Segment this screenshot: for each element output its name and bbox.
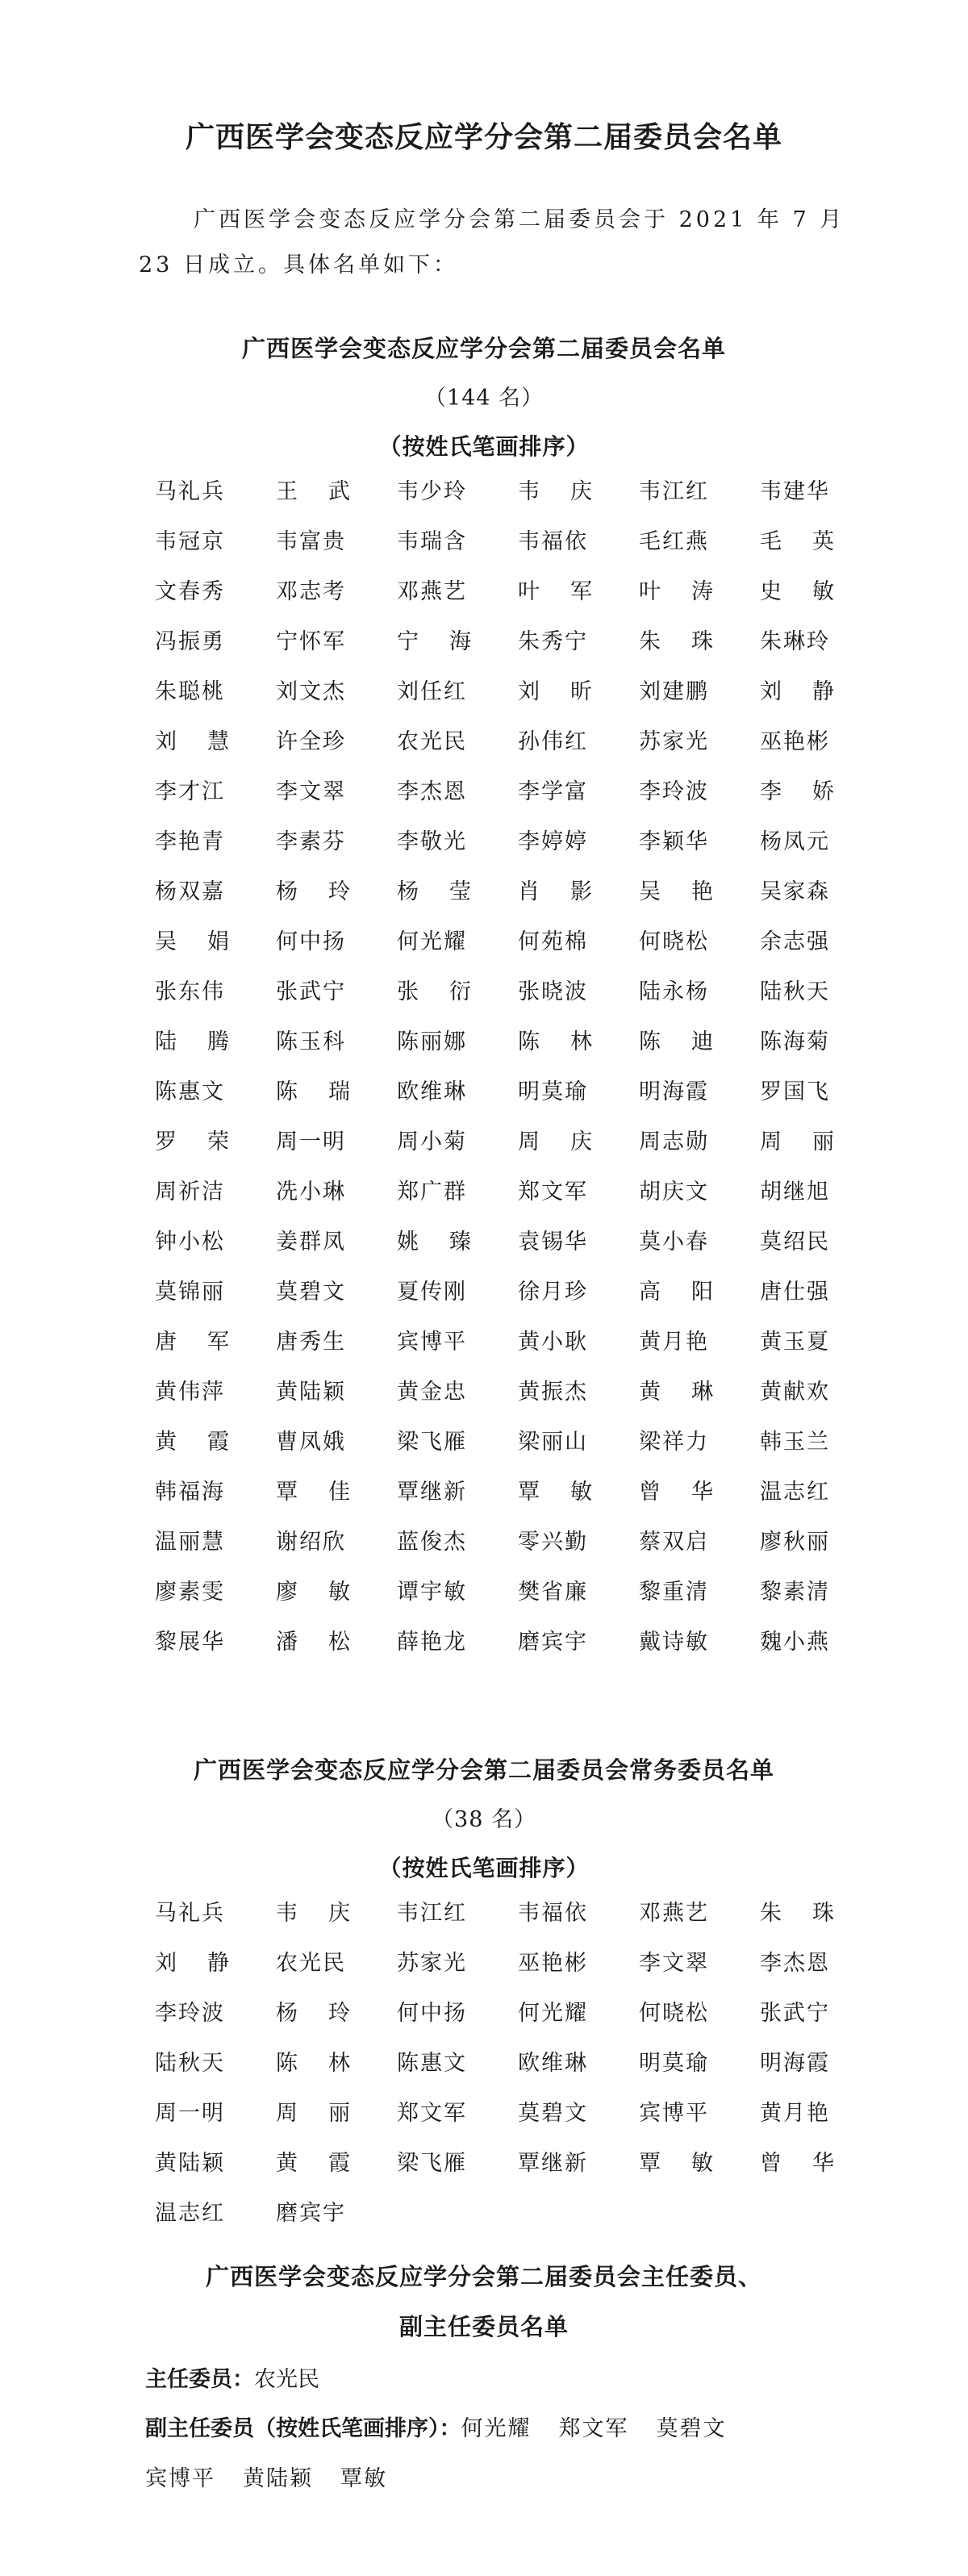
name-cell: 韦瑞含 — [397, 529, 467, 554]
name-cell: 何苑棉 — [518, 929, 588, 954]
name-cell: 郑广群 — [397, 1179, 467, 1204]
name-cell: 黄霞 — [276, 2151, 381, 2176]
name-cell: 周一明 — [155, 2101, 225, 2126]
name-cell: 黎展华 — [155, 1630, 225, 1655]
name-cell: 莫绍民 — [760, 1230, 830, 1255]
name-cell: 谭宇敏 — [397, 1580, 467, 1605]
name-cell: 陈林 — [518, 1029, 623, 1054]
name-cell: 黄琳 — [639, 1380, 744, 1405]
name-cell: 李杰恩 — [760, 1951, 830, 1976]
name-cell: 杨玲 — [276, 2001, 381, 2026]
name-cell: 黄陆颖 — [155, 2151, 225, 2176]
name-cell: 陈丽娜 — [397, 1029, 467, 1054]
name-cell: 巫艳彬 — [518, 1951, 588, 1976]
name-cell: 夏传刚 — [397, 1280, 467, 1305]
name-cell: 周丽 — [760, 1129, 865, 1154]
name-cell: 余志强 — [760, 929, 830, 954]
name-cell: 农光民 — [397, 729, 467, 754]
chair-line — [145, 2361, 319, 2393]
standing-order-note: （按姓氏笔画排序） — [378, 1855, 590, 1881]
name-cell: 陈海菊 — [760, 1029, 830, 1054]
name-cell: 戴诗敏 — [639, 1630, 709, 1655]
standing-count: （38 名） — [432, 1807, 536, 1832]
name-cell: 周庆 — [518, 1129, 623, 1154]
name-cell: 刘静 — [155, 1951, 260, 1976]
chair-label: 主任委员： — [145, 2367, 254, 2392]
name-cell: 莫小春 — [639, 1230, 709, 1255]
vice-chair-name: 宾博平 — [145, 2466, 215, 2491]
name-cell: 温志红 — [760, 1480, 830, 1505]
name-cell: 覃敏 — [639, 2151, 744, 2176]
name-cell: 叶军 — [518, 579, 623, 604]
vice-chair-line-2 — [145, 2461, 415, 2492]
name-cell: 明莫瑜 — [639, 2051, 709, 2076]
name-cell: 胡庆文 — [639, 1179, 709, 1204]
name-cell: 韦江红 — [639, 479, 709, 504]
name-cell: 杨双嘉 — [155, 879, 225, 904]
name-cell: 张衍 — [397, 979, 502, 1004]
name-cell: 欧维琳 — [397, 1079, 467, 1104]
name-cell: 韦福依 — [518, 1901, 588, 1926]
name-cell: 陆秋天 — [760, 979, 830, 1004]
name-cell: 温丽慧 — [155, 1530, 225, 1555]
name-cell: 陆腾 — [155, 1029, 260, 1054]
name-cell: 樊省廉 — [518, 1580, 588, 1605]
name-cell: 黄金忠 — [397, 1380, 467, 1405]
name-cell: 明海霞 — [639, 1079, 709, 1104]
members-name-grid — [155, 478, 865, 1679]
name-cell: 莫锦丽 — [155, 1280, 225, 1305]
name-cell: 梁飞雁 — [397, 2151, 467, 2176]
name-cell: 覃继新 — [518, 2151, 588, 2176]
name-cell: 莫碧文 — [518, 2101, 588, 2126]
name-cell: 杨莹 — [397, 879, 502, 904]
name-cell: 黄月艳 — [639, 1330, 709, 1355]
name-cell: 宁怀军 — [276, 629, 346, 654]
chair-name: 农光民 — [254, 2367, 319, 2392]
name-cell: 朱珠 — [760, 1901, 865, 1926]
name-cell: 刘静 — [760, 679, 865, 704]
name-cell: 毛红燕 — [639, 529, 709, 554]
name-cell: 廖秋丽 — [760, 1530, 830, 1555]
name-cell: 吴艳 — [639, 879, 744, 904]
vice-chair-label: 副主任委员（按姓氏笔画排序）： — [145, 2416, 461, 2441]
name-cell: 韦冠京 — [155, 529, 225, 554]
name-cell: 廖敏 — [276, 1580, 381, 1605]
name-cell: 郑文军 — [518, 1179, 588, 1204]
name-cell: 李学富 — [518, 779, 588, 804]
name-cell: 罗国飞 — [760, 1079, 830, 1104]
name-cell: 张武宁 — [760, 2001, 830, 2026]
name-cell: 温志红 — [155, 2201, 225, 2226]
name-cell: 陈瑞 — [276, 1079, 381, 1104]
name-cell: 何晓松 — [639, 2001, 709, 2026]
name-cell: 胡继旭 — [760, 1179, 830, 1204]
name-cell: 李艳青 — [155, 829, 225, 854]
name-cell: 廖素雯 — [155, 1580, 225, 1605]
name-cell: 张武宁 — [276, 979, 346, 1004]
name-cell: 李玲波 — [639, 779, 709, 804]
name-cell: 梁丽山 — [518, 1430, 588, 1455]
name-cell: 韩福海 — [155, 1480, 225, 1505]
name-cell: 冯振勇 — [155, 629, 225, 654]
name-cell: 李文翠 — [276, 779, 346, 804]
name-cell: 史敏 — [760, 579, 865, 604]
name-cell: 陈迪 — [639, 1029, 744, 1054]
name-cell: 唐军 — [155, 1330, 260, 1355]
name-cell: 周丽 — [276, 2101, 381, 2126]
name-cell: 李杰恩 — [397, 779, 467, 804]
name-cell: 姜群凤 — [276, 1230, 346, 1255]
name-cell: 何光耀 — [518, 2001, 588, 2026]
name-cell: 冼小琳 — [276, 1179, 346, 1204]
name-cell: 苏家光 — [639, 729, 709, 754]
name-cell: 巫艳彬 — [760, 729, 830, 754]
name-cell: 何晓松 — [639, 929, 709, 954]
name-cell: 马礼兵 — [155, 1901, 225, 1926]
name-cell: 杨玲 — [276, 879, 381, 904]
name-cell: 姚臻 — [397, 1230, 502, 1255]
name-cell: 曹凤娥 — [276, 1430, 346, 1455]
name-cell: 韦江红 — [397, 1901, 467, 1926]
name-cell: 覃敏 — [518, 1480, 623, 1505]
name-cell: 磨宾宇 — [518, 1630, 588, 1655]
name-cell: 陈林 — [276, 2051, 381, 2076]
vice-chair-name: 莫碧文 — [656, 2416, 727, 2441]
name-cell: 邓燕艺 — [397, 579, 467, 604]
name-cell: 蔡双启 — [639, 1530, 709, 1555]
name-cell: 何中扬 — [397, 2001, 467, 2026]
name-cell: 黄月艳 — [760, 2101, 830, 2126]
intro-line-2: 23 日成立。具体名单如下： — [139, 253, 458, 278]
name-cell: 周志勋 — [639, 1129, 709, 1154]
name-cell: 毛英 — [760, 529, 865, 554]
name-cell: 零兴勤 — [518, 1530, 588, 1555]
name-cell: 周小菊 — [397, 1129, 467, 1154]
name-cell: 张晓波 — [518, 979, 588, 1004]
name-cell: 邓燕艺 — [639, 1901, 709, 1926]
name-cell: 韩玉兰 — [760, 1430, 830, 1455]
leaders-title-line-1: 广西医学会变态反应学分会第二届委员会主任委员、 — [205, 2263, 762, 2290]
name-cell: 李才江 — [155, 779, 225, 804]
name-cell: 吴家森 — [760, 879, 830, 904]
name-cell: 钟小松 — [155, 1230, 225, 1255]
vice-chair-line-1 — [145, 2411, 754, 2442]
name-cell: 唐秀生 — [276, 1330, 346, 1355]
name-cell: 梁飞雁 — [397, 1430, 467, 1455]
name-cell: 朱秀宁 — [518, 629, 588, 654]
name-cell: 黎素清 — [760, 1580, 830, 1605]
name-cell: 刘慧 — [155, 729, 260, 754]
name-cell: 黄霞 — [155, 1430, 260, 1455]
name-cell: 杨凤元 — [760, 829, 830, 854]
name-cell: 农光民 — [276, 1951, 346, 1976]
name-cell: 黎重清 — [639, 1580, 709, 1605]
name-cell: 黄伟萍 — [155, 1380, 225, 1405]
name-cell: 刘文杰 — [276, 679, 346, 704]
name-cell: 肖影 — [518, 879, 623, 904]
name-cell: 陈惠文 — [155, 1079, 225, 1104]
name-cell: 文春秀 — [155, 579, 225, 604]
name-cell: 罗荣 — [155, 1129, 260, 1154]
name-cell: 黄献欢 — [760, 1380, 830, 1405]
name-cell: 王武 — [276, 479, 381, 504]
name-cell: 韦少玲 — [397, 479, 467, 504]
intro-line-1: 广西医学会变态反应学分会第二届委员会于 2021 年 7 月 — [194, 207, 845, 232]
name-cell: 明海霞 — [760, 2051, 830, 2076]
name-cell: 魏小燕 — [760, 1630, 830, 1655]
name-cell: 李玲波 — [155, 2001, 225, 2026]
name-cell: 李婷婷 — [518, 829, 588, 854]
name-cell: 刘任红 — [397, 679, 467, 704]
name-cell: 谢绍欣 — [276, 1530, 346, 1555]
name-cell: 宁海 — [397, 629, 502, 654]
name-cell: 李娇 — [760, 779, 865, 804]
name-cell: 袁锡华 — [518, 1230, 588, 1255]
name-cell: 宾博平 — [639, 2101, 709, 2126]
name-cell: 梁祥力 — [639, 1430, 709, 1455]
name-cell: 邓志考 — [276, 579, 346, 604]
vice-chair-name: 何光耀 — [461, 2416, 532, 2441]
name-cell: 李敬光 — [397, 829, 467, 854]
name-cell: 周祈洁 — [155, 1179, 225, 1204]
standing-name-grid — [155, 1900, 865, 2250]
members-title: 广西医学会变态反应学分会第二届委员会名单 — [241, 335, 726, 362]
name-cell: 许全珍 — [276, 729, 346, 754]
name-cell: 明莫瑜 — [518, 1079, 588, 1104]
name-cell: 苏家光 — [397, 1951, 467, 1976]
name-cell: 徐月珍 — [518, 1280, 588, 1305]
leaders-title-line-2: 副主任委员名单 — [398, 2313, 569, 2340]
name-cell: 李素芬 — [276, 829, 346, 854]
name-cell: 高阳 — [639, 1280, 744, 1305]
name-cell: 周一明 — [276, 1129, 346, 1154]
name-cell: 黄小耿 — [518, 1330, 588, 1355]
name-cell: 韦庆 — [518, 479, 623, 504]
name-cell: 潘松 — [276, 1630, 381, 1655]
name-cell: 陆永杨 — [639, 979, 709, 1004]
name-cell: 黄玉夏 — [760, 1330, 830, 1355]
name-cell: 黄陆颖 — [276, 1380, 346, 1405]
name-cell: 磨宾宇 — [276, 2201, 346, 2226]
name-cell: 韦福依 — [518, 529, 588, 554]
name-cell: 欧维琳 — [518, 2051, 588, 2076]
vice-chair-name: 黄陆颖 — [243, 2466, 313, 2491]
name-cell: 刘昕 — [518, 679, 623, 704]
name-cell: 韦富贵 — [276, 529, 346, 554]
name-cell: 李颖华 — [639, 829, 709, 854]
name-cell: 唐仕强 — [760, 1280, 830, 1305]
name-cell: 朱聪桃 — [155, 679, 225, 704]
name-cell: 曾华 — [639, 1480, 744, 1505]
members-order-note: （按姓氏笔画排序） — [378, 433, 590, 460]
name-cell: 马礼兵 — [155, 479, 225, 504]
standing-title: 广西医学会变态反应学分会第二届委员会常务委员名单 — [193, 1756, 774, 1784]
name-cell: 薛艳龙 — [397, 1630, 467, 1655]
name-cell: 陈玉科 — [276, 1029, 346, 1054]
vice-chair-name: 郑文军 — [558, 2416, 629, 2441]
name-cell: 郑文军 — [397, 2101, 467, 2126]
name-cell: 陆秋天 — [155, 2051, 225, 2076]
name-cell: 宾博平 — [397, 1330, 467, 1355]
page-title: 广西医学会变态反应学分会第二届委员会名单 — [185, 121, 782, 154]
members-count: （144 名） — [424, 386, 544, 411]
name-cell: 李文翠 — [639, 1951, 709, 1976]
name-cell: 陈惠文 — [397, 2051, 467, 2076]
name-cell: 何光耀 — [397, 929, 467, 954]
name-cell: 朱琳玲 — [760, 629, 830, 654]
name-cell: 叶涛 — [639, 579, 744, 604]
name-cell: 覃佳 — [276, 1480, 381, 1505]
name-cell: 覃继新 — [397, 1480, 467, 1505]
name-cell: 何中扬 — [276, 929, 346, 954]
name-cell: 朱珠 — [639, 629, 744, 654]
vice-chair-name: 覃敏 — [340, 2466, 387, 2491]
name-cell: 莫碧文 — [276, 1280, 346, 1305]
name-cell: 张东伟 — [155, 979, 225, 1004]
name-cell: 曾华 — [760, 2151, 865, 2176]
name-cell: 吴娟 — [155, 929, 260, 954]
name-cell: 刘建鹏 — [639, 679, 709, 704]
name-cell: 黄振杰 — [518, 1380, 588, 1405]
name-cell: 韦建华 — [760, 479, 830, 504]
name-cell: 孙伟红 — [518, 729, 588, 754]
name-cell: 韦庆 — [276, 1901, 381, 1926]
name-cell: 蓝俊杰 — [397, 1530, 467, 1555]
